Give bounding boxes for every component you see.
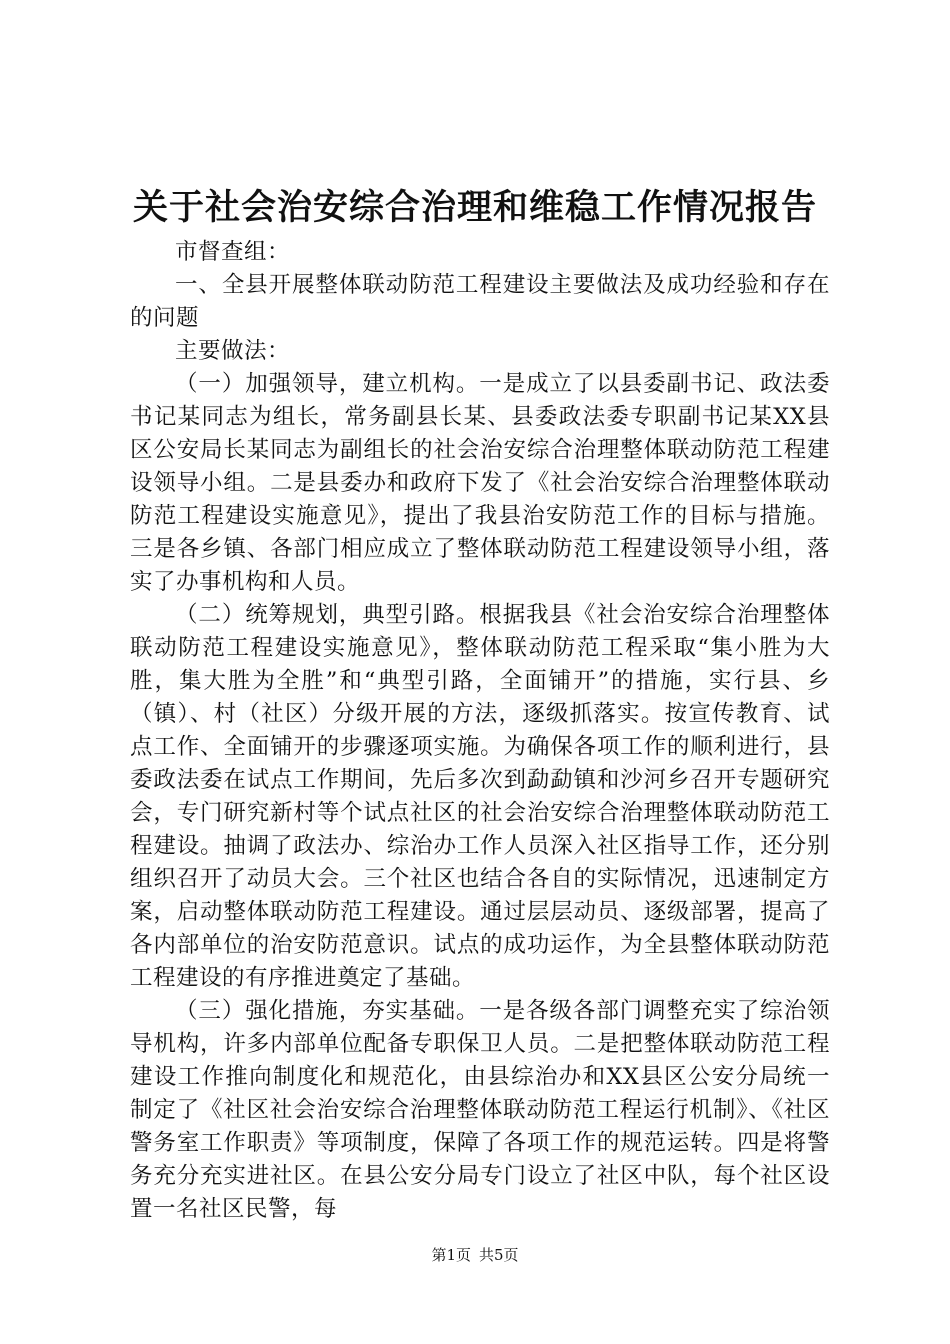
salutation: 市督查组： — [175, 239, 291, 265]
paragraph: （二）统筹规划，典型引路。根据我县《社会治安综合治理整体联动防范工程建设实施意见》，整体联动防范工程采取“集小胜为大胜，集大胜为全胜”和“典型引路，全面铺开”的措施，实行县、乡（镇）、村（社区）分级开展的方法，逐级抓落实。按宣传教育、试点工作、全面铺开的步骤逐项实施。为确保各项工作的顺利进行，县委政法委在试点工作期间，先后多次到勐勐镇和沙河乡召开专题研究会，专门研究新村等个试点社区的社会治安综合治理整体联动防范工程建设。抽调了政法办、综治办工作人员深入社区指导工作，还分别组织召开了动员大会。三个社区也结合各自的实际情况，迅速制定方案，启动整体联动防范工程建设。通过层层动员、逐级部署，提高了各内部单位的治安防范意识。试点的成功运作，为全县整体联动防范工程建设的有序推进奠定了基础。 — [130, 602, 830, 991]
section-heading: 一、全县开展整体联动防范工程建设主要做法及成功经验和存在的问题 — [130, 272, 830, 331]
subheading: 主要做法： — [175, 338, 291, 364]
page-total: 共5页 — [479, 1246, 519, 1264]
page-number: 第1页 — [431, 1246, 471, 1264]
paragraph: （一）加强领导，建立机构。一是成立了以县委副书记、政法委书记某同志为组长，常务副县长某、县委政法委专职副书记某XX县区公安局长某同志为副组长的社会治安综合治理整体联动防范工程建设领导小组。二是县委办和政府下发了《社会治安综合治理整体联动防范工程建设实施意见》，提出了我县治安防范工作的目标与措施。三是各乡镇、各部门相应成立了整体联动防范工程建设领导小组，落实了办事机构和人员。 — [130, 371, 830, 595]
paragraph: （三）强化措施，夯实基础。一是各级各部门调整充实了综治领导机构，许多内部单位配备专职保卫人员。二是把整体联动防范工程建设工作推向制度化和规范化，由县综治办和XX县区公安分局统一制定了《社区社会治安综合治理整体联动防范工程运行机制》、《社区警务室工作职责》等项制度，保障了各项工作的规范运转。四是将警务充分充实进社区。在县公安分局专门设立了社区中队，每个社区设置一名社区民警，每 — [130, 998, 830, 1222]
document-body — [130, 236, 830, 1226]
page-footer — [0, 1244, 950, 1266]
document-title: 关于社会治安综合治理和维稳工作情况报告 — [132, 187, 817, 228]
